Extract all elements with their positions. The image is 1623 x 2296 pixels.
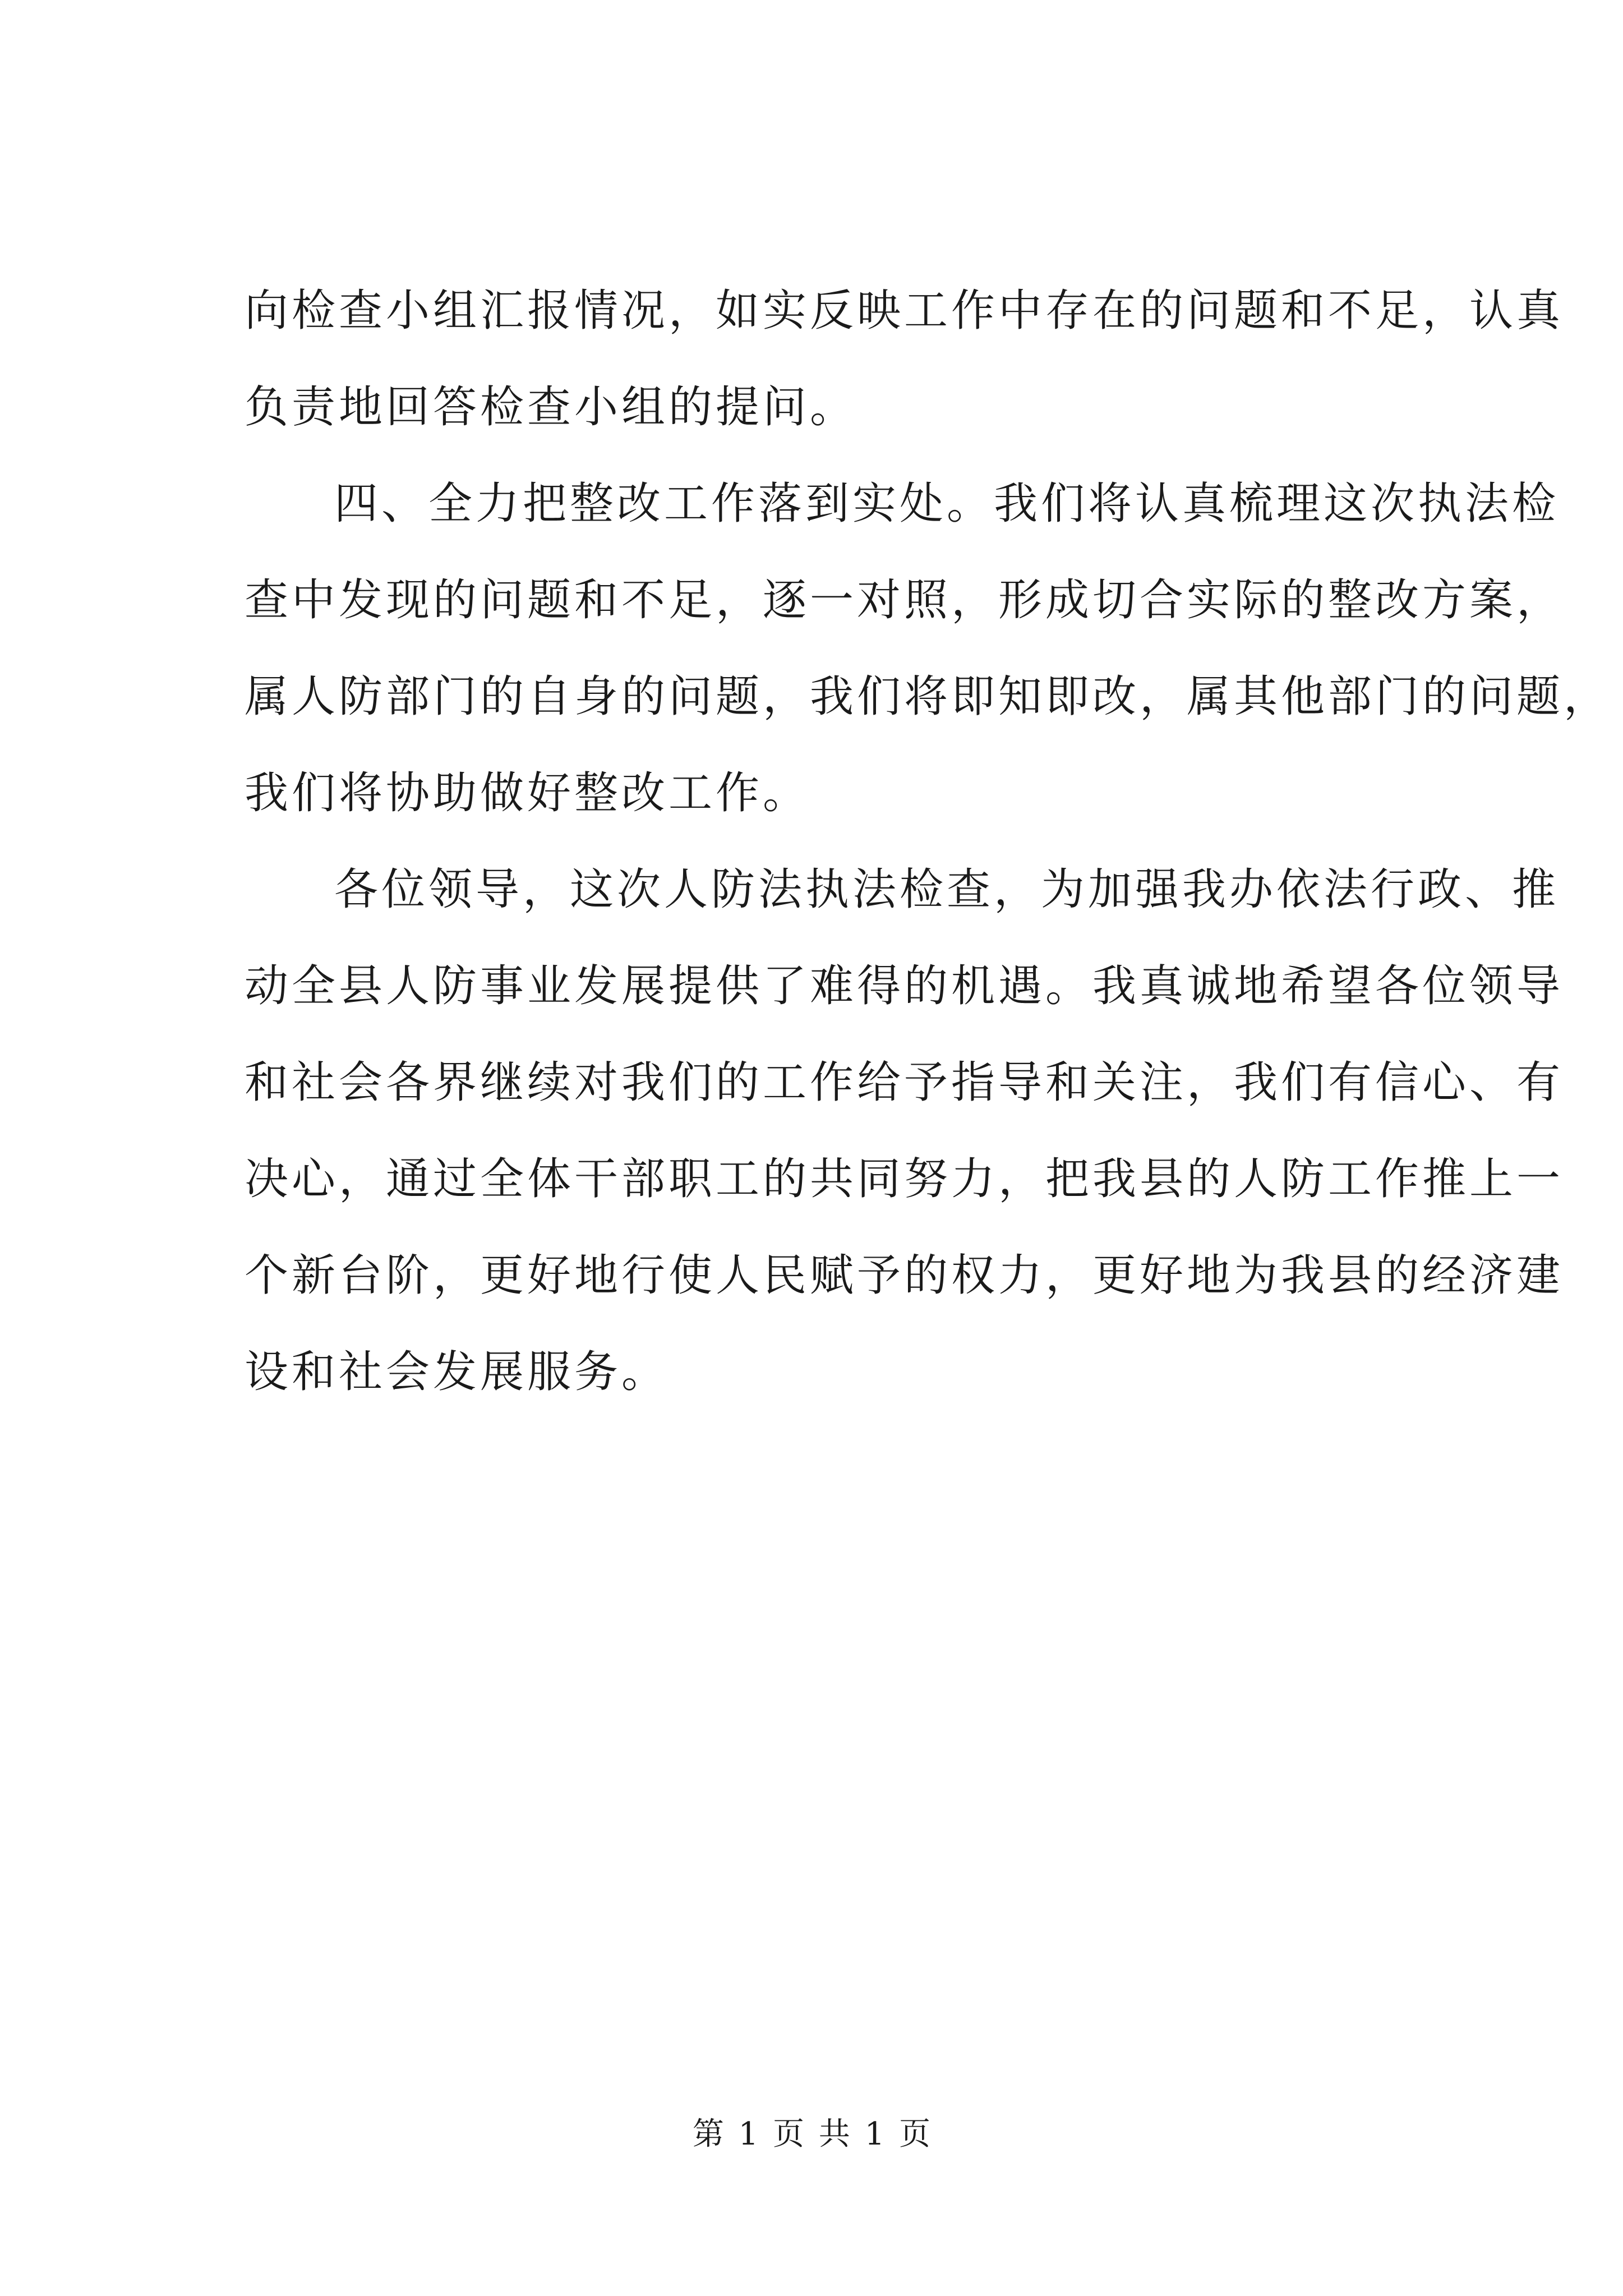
paragraph-2: [245, 455, 1611, 841]
paragraph-line: 负责地回答检查小组的提问。: [245, 382, 857, 432]
paragraph-line: 查中发现的问题和不足，逐一对照，形成切合实际的整改方案，: [245, 575, 1564, 625]
paragraph-line: 设和社会发展服务。: [245, 1347, 669, 1397]
paragraph-line: 动全县人防事业发展提供了难得的机遇。我真诚地希望各位领导: [245, 961, 1564, 1011]
paragraph-line: 和社会各界继续对我们的工作给予指导和关注，我们有信心、有: [245, 1057, 1564, 1108]
paragraph-line: 各位领导，这次人防法执法检查，为加强我办依法行政、推: [334, 864, 1560, 915]
paragraph-line: 个新台阶，更好地行使人民赋予的权力，更好地为我县的经济建: [245, 1250, 1564, 1301]
page-number-label: 第 1 页 共 1 页: [692, 2116, 931, 2152]
paragraph-line: 决心，通过全体干部职工的共同努力，把我县的人防工作推上一: [245, 1154, 1564, 1204]
paragraph-line: 属人防部门的自身的问题，我们将即知即改，属其他部门的问题，: [245, 671, 1611, 722]
paragraph-line: 向检查小组汇报情况，如实反映工作中存在的问题和不足，认真: [245, 286, 1564, 336]
paragraph-3: [245, 841, 1564, 1420]
page-footer: [0, 2109, 1623, 2154]
paragraph-line: 我们将协助做好整改工作。: [245, 768, 810, 818]
document-body: [245, 263, 1611, 1420]
paragraph-1: [245, 263, 1564, 455]
paragraph-line: 四、全力把整改工作落到实处。我们将认真梳理这次执法检: [334, 478, 1560, 529]
